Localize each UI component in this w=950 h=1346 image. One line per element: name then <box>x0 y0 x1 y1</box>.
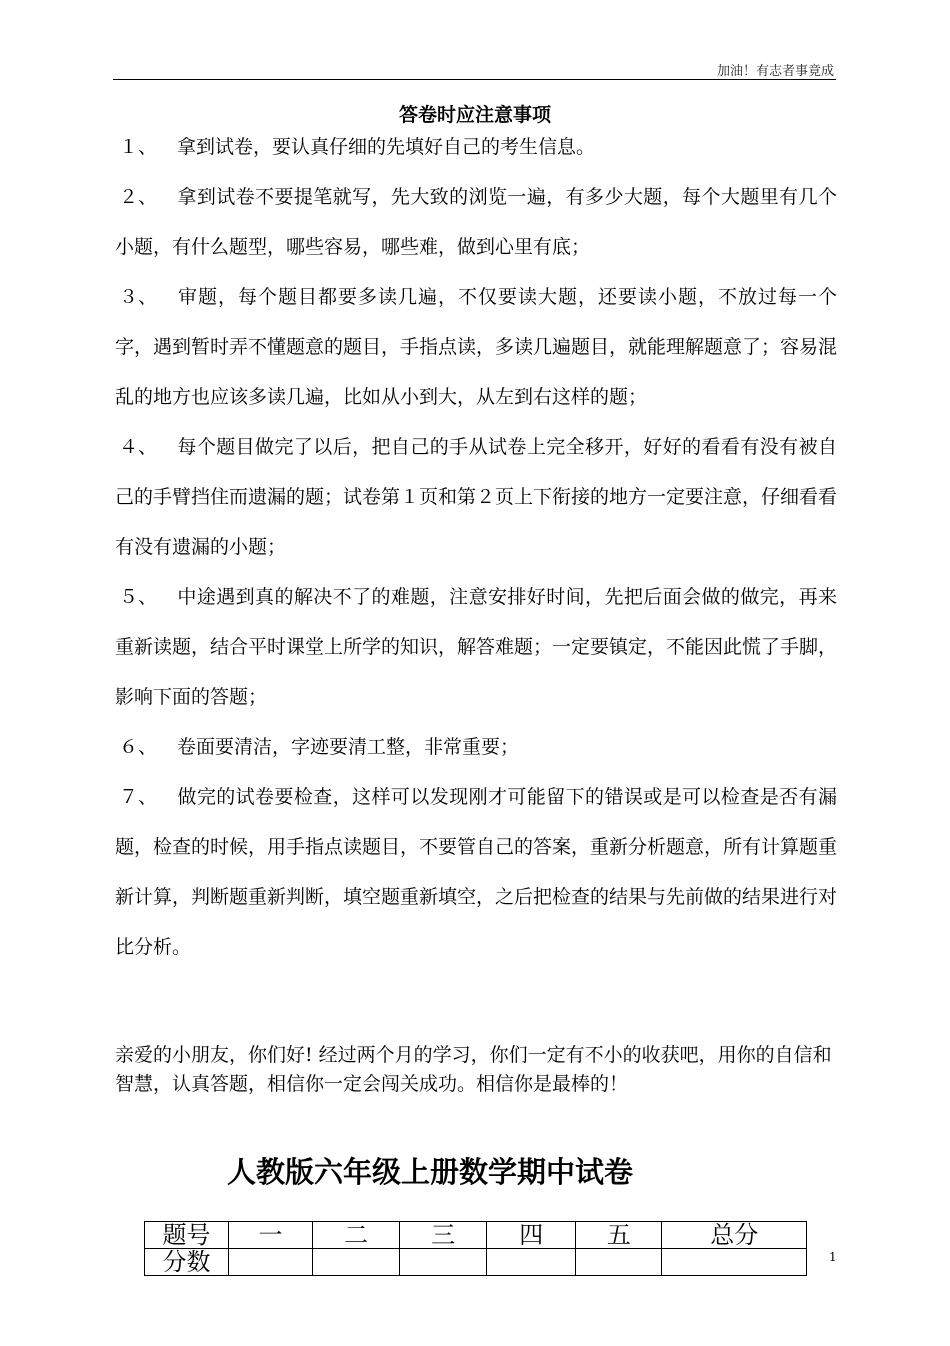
encouragement-paragraph: 亲爱的小朋友，你们好! 经过两个月的学习，你们一定有不小的收获吧，用你的自信和智慧，认真答题，相信你一定会闯关成功。相信你是最棒的！ <box>115 1044 832 1095</box>
notice-item <box>115 172 837 272</box>
score-cell-total[interactable] <box>662 1249 807 1276</box>
notice-item <box>115 122 837 172</box>
score-table <box>144 1221 807 1276</box>
notice-item-number: ７、 <box>119 786 158 808</box>
score-row-label: 分数 <box>145 1249 229 1276</box>
notice-item <box>115 772 837 972</box>
score-cell[interactable] <box>229 1249 313 1276</box>
header-rule <box>113 79 836 80</box>
notice-item-text: 做完的试卷要检查，这样可以发现刚才可能留下的错误或是可以检查是否有漏题，检查的时候，用手指点读题目，不要管自己的答案，重新分析题意，所有计算题重新计算，判断题重新判断，填空题重新填空，之后把检查的结果与先前做的结果进行对比分析。 <box>115 786 838 958</box>
score-cell[interactable] <box>487 1249 576 1276</box>
score-table-header-cell: 三 <box>400 1222 487 1249</box>
notice-item-number: ５、 <box>119 586 158 608</box>
notice-item-text: 每个题目做完了以后，把自己的手从试卷上完全移开，好好的看看有没有被自己的手臂挡住而遗漏的题；试卷第１页和第２页上下衔接的地方一定要注意，仔细看看有没有遗漏的小题； <box>115 436 838 558</box>
exam-title: 人教版六年级上册数学期中试卷 <box>226 1155 633 1189</box>
score-table-header-row <box>145 1222 807 1249</box>
notice-item <box>115 722 837 772</box>
notice-item-text: 拿到试卷不要提笔就写，先大致的浏览一遍，有多少大题，每个大题里有几个小题，有什么题型，哪些容易，哪些难，做到心里有底； <box>115 186 837 258</box>
page-number: 1 <box>829 1250 837 1264</box>
score-table-header-cell: 四 <box>487 1222 576 1249</box>
notice-item <box>115 272 837 422</box>
header-motto: 加油！有志者事竟成 <box>716 64 834 79</box>
notice-title: 答卷时应注意事项 <box>398 104 551 126</box>
score-cell[interactable] <box>400 1249 487 1276</box>
score-table-header-cell: 题号 <box>145 1222 229 1249</box>
notice-item-text: 卷面要清洁，字迹要清工整，非常重要； <box>177 736 520 758</box>
notice-list <box>115 122 837 972</box>
score-table-header-cell: 总分 <box>662 1222 807 1249</box>
notice-item-number: ４、 <box>119 436 158 458</box>
notice-item <box>115 422 837 572</box>
notice-item-number: ２、 <box>119 186 158 208</box>
score-table-header-cell: 五 <box>576 1222 662 1249</box>
score-table-header-cell: 二 <box>313 1222 400 1249</box>
notice-item-text: 审题，每个题目都要多读几遍，不仅要读大题，还要读小题，不放过每一个字，遇到暂时弄不懂题意的题目，手指点读，多读几遍题目，就能理解题意了；容易混乱的地方也应该多读几遍，比如从小到大，从左到右这样的题； <box>115 286 838 408</box>
score-cell[interactable] <box>313 1249 400 1276</box>
score-table-header-cell: 一 <box>229 1222 313 1249</box>
notice-item-number: ３、 <box>119 286 158 308</box>
score-cell[interactable] <box>576 1249 662 1276</box>
notice-item-number: １、 <box>119 136 158 158</box>
notice-item <box>115 572 837 722</box>
notice-item-number: ６、 <box>119 736 158 758</box>
score-table-row <box>145 1249 807 1276</box>
notice-item-text: 中途遇到真的解决不了的难题，注意安排好时间，先把后面会做的做完，再来重新读题，结合平时课堂上所学的知识，解答难题；一定要镇定，不能因此慌了手脚，影响下面的答题； <box>115 586 838 708</box>
notice-item-text: 拿到试卷，要认真仔细的先填好自己的考生信息。 <box>177 136 596 158</box>
